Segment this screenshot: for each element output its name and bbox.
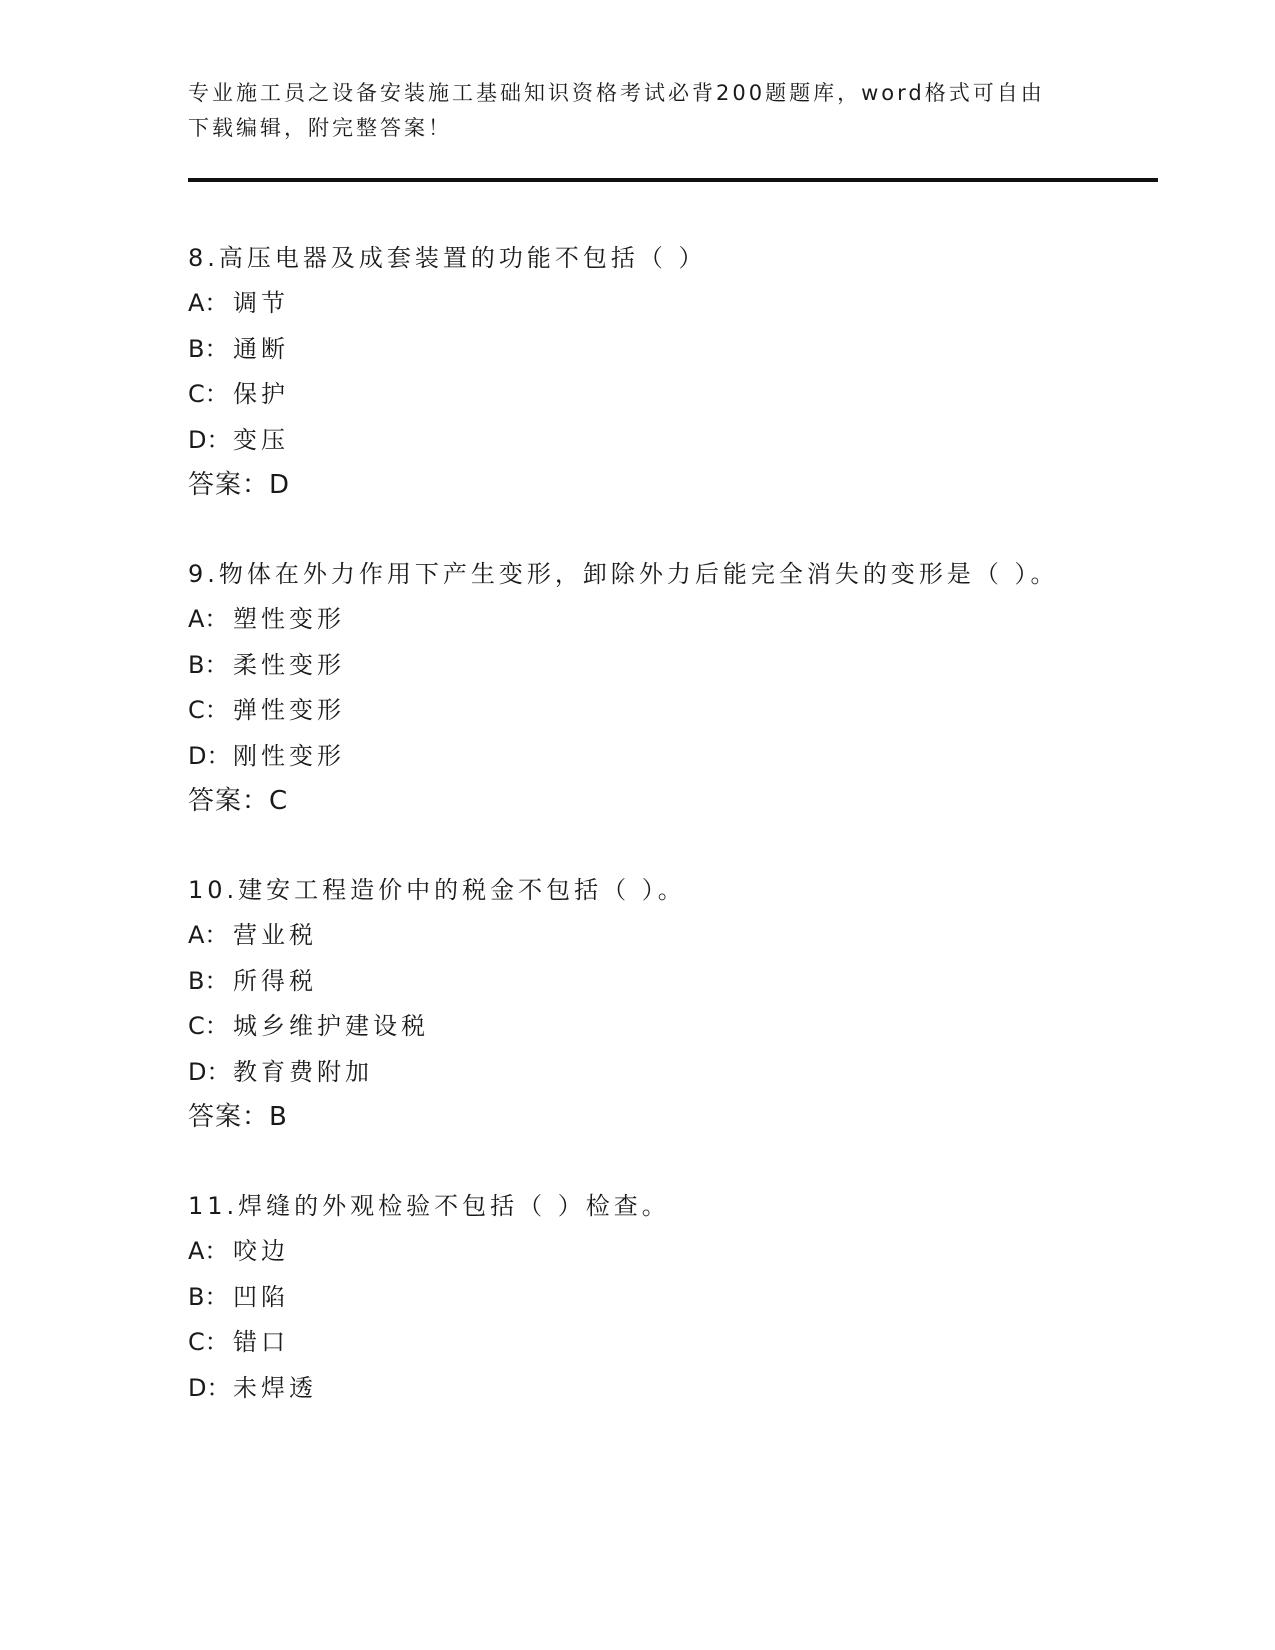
option-c <box>188 1004 1068 1050</box>
option-text: 凹陷 <box>233 1282 289 1311</box>
option-c <box>188 688 1068 734</box>
option-b <box>188 1275 1068 1321</box>
option-d <box>188 1050 1068 1096</box>
option-a <box>188 1229 1068 1275</box>
option-text: 所得税 <box>233 966 317 995</box>
question-stem: 8.高压电器及成套装置的功能不包括（ ） <box>188 244 707 272</box>
option-text: 保护 <box>233 380 289 408</box>
option-key: A： <box>188 1237 229 1265</box>
option-b <box>188 643 1068 689</box>
question-stem: 10.建安工程造价中的税金不包括（ ）。 <box>188 876 686 904</box>
option-key: D： <box>188 1373 231 1402</box>
option-key: B： <box>188 334 229 363</box>
option-text: 刚性变形 <box>233 741 345 770</box>
question-8 <box>188 236 1068 508</box>
option-d <box>188 734 1068 780</box>
option-text: 城乡维护建设税 <box>233 1012 429 1040</box>
option-key: B： <box>188 650 229 679</box>
option-text: 咬边 <box>233 1237 289 1265</box>
answer-line: 答案：B <box>188 1102 288 1132</box>
option-key: C： <box>188 1012 229 1040</box>
option-key: C： <box>188 1328 229 1356</box>
option-key: A： <box>188 605 229 633</box>
option-key: A： <box>188 289 229 317</box>
option-text: 错口 <box>233 1328 289 1356</box>
option-text: 柔性变形 <box>233 650 345 679</box>
option-text: 塑性变形 <box>233 605 345 633</box>
option-text: 未焊透 <box>233 1373 317 1402</box>
answer-line: 答案：D <box>188 470 291 500</box>
question-10 <box>188 868 1068 1140</box>
answer-line: 答案：C <box>188 786 289 816</box>
option-c <box>188 372 1068 418</box>
option-a <box>188 597 1068 643</box>
option-text: 变压 <box>233 425 289 454</box>
option-c <box>188 1320 1068 1366</box>
option-key: D： <box>188 741 231 770</box>
option-key: A： <box>188 921 229 949</box>
option-d <box>188 1366 1068 1412</box>
option-key: C： <box>188 380 229 408</box>
question-11 <box>188 1184 1068 1411</box>
option-text: 调节 <box>233 289 289 317</box>
option-a <box>188 281 1068 327</box>
option-d <box>188 418 1068 464</box>
option-key: D： <box>188 425 231 454</box>
option-text: 营业税 <box>233 921 317 949</box>
question-9 <box>188 552 1068 824</box>
option-key: B： <box>188 1282 229 1311</box>
question-list <box>188 236 1068 1455</box>
document-header: 专业施工员之设备安装施工基础知识资格考试必背200题题库，word格式可自由下载编辑，附完整答案！ <box>188 81 1045 140</box>
option-a <box>188 913 1068 959</box>
header-double-rule <box>188 178 1158 182</box>
question-stem: 9.物体在外力作用下产生变形，卸除外力后能完全消失的变形是（ ）。 <box>188 560 1059 588</box>
option-text: 弹性变形 <box>233 696 345 724</box>
option-key: B： <box>188 966 229 995</box>
option-b <box>188 959 1068 1005</box>
option-text: 教育费附加 <box>233 1057 373 1086</box>
option-b <box>188 327 1068 373</box>
option-text: 通断 <box>233 334 289 363</box>
option-key: C： <box>188 696 229 724</box>
question-stem: 11.焊缝的外观检验不包括（ ）检查。 <box>188 1192 670 1220</box>
option-key: D： <box>188 1057 231 1086</box>
